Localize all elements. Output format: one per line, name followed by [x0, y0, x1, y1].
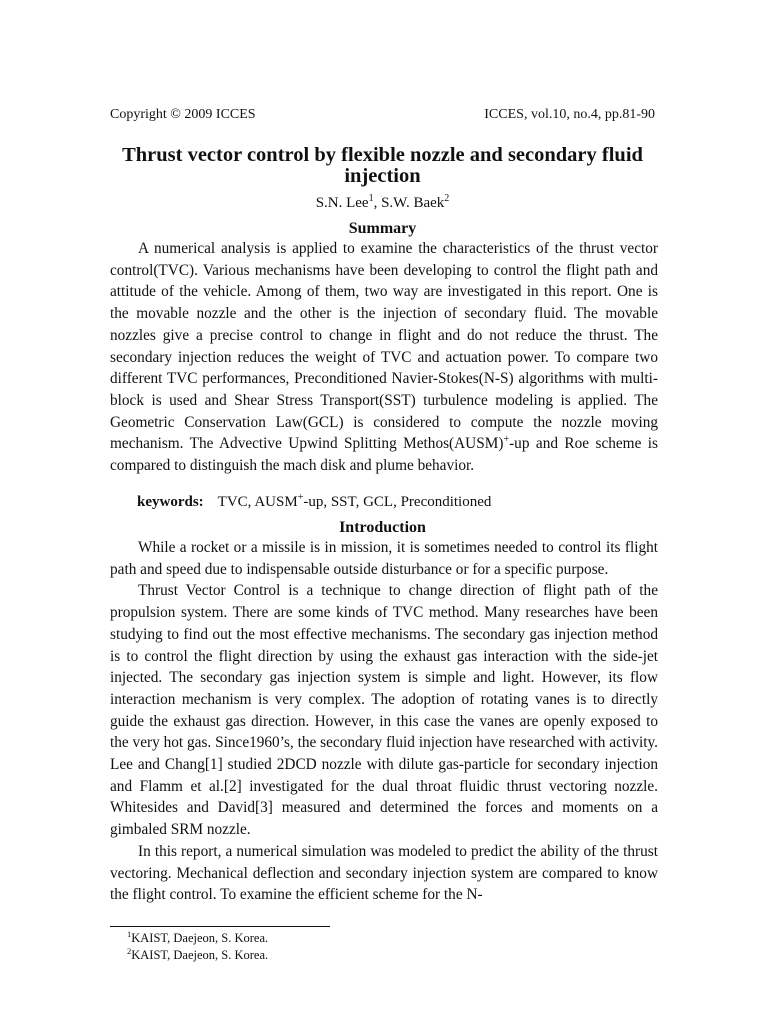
introduction-paragraph-2: Thrust Vector Control is a technique to change direction of flight path of the propulsion system. There are some kinds of TVC method. Many researches have been studying to find out the most effective mechanisms. The secondary gas injection method is to control the flight direction by using the exhaust gas interaction with the side-jet injected. The secondary gas injection system is simple and light. However, its flow interaction mechanism is very complex. The adoption of rotating vanes is to directly guide the exhaust gas direction. However, in this case the vanes are openly exposed to the very hot gas. Since1960’s, the secondary fluid injection have researched with activity. Lee and Chang[1] studied 2DCD nozzle with dilute gas-particle for secondary injection and Flamm et al.[2] investigated for the dual throat fluidic thrust vectoring nozzle. Whitesides and David[3] measured and determined the forces and moments on a gimbaled SRM nozzle. [110, 582, 658, 839]
introduction-heading: Introduction [339, 519, 426, 536]
copyright-notice: Copyright © 2009 ICCES [110, 107, 256, 122]
introduction-body [110, 537, 658, 906]
summary-paragraph [110, 238, 658, 477]
author-2-affiliation-mark: 2 [444, 193, 450, 204]
author-separator: , [373, 195, 382, 211]
summary-body [110, 238, 658, 477]
footnotes [127, 930, 268, 964]
footnote-2 [127, 947, 268, 964]
summary-plus-superscript: + [503, 434, 510, 446]
author-list [110, 194, 655, 212]
author-1-name: S.N. Lee [315, 195, 369, 211]
footnote-2-mark: 2 [127, 945, 132, 956]
keywords-text-part-1: TVC, AUSM [217, 494, 298, 510]
keywords-plus-superscript: + [297, 492, 304, 503]
footnote-divider [110, 926, 330, 927]
journal-citation: ICCES, vol.10, no.4, pp.81-90 [484, 107, 655, 122]
footnote-1-mark: 1 [127, 928, 132, 939]
keywords-text-part-2: -up, SST, GCL, Preconditioned [303, 494, 492, 510]
summary-text-part-2: -up and Roe scheme is compared to distinguish the mach disk and plume behavior. [110, 435, 658, 475]
footnote-2-text: KAIST, Daejeon, S. Korea. [131, 948, 269, 962]
footnote-1 [127, 930, 268, 947]
keywords-label: keywords: [137, 494, 204, 510]
paper-title: Thrust vector control by flexible nozzle and secondary fluid injection [122, 144, 643, 187]
page-header [110, 106, 655, 124]
footnote-1-text: KAIST, Daejeon, S. Korea. [131, 931, 269, 945]
introduction-paragraph-3: In this report, a numerical simulation was modeled to predict the ability of the thrust vectoring. Mechanical deflection and secondary injection system are compared to know the flight control. To examine the efficient scheme for the N- [110, 842, 658, 904]
introduction-paragraph-1: While a rocket or a missile is in mission, it is sometimes needed to control its flight path and speed due to indispensable outside disturbance or for a specific purpose. [110, 539, 658, 578]
summary-heading: Summary [348, 220, 417, 237]
keywords-line [137, 492, 491, 512]
author-1-affiliation-mark: 1 [368, 193, 374, 204]
author-2-name: S.W. Baek [381, 195, 445, 211]
summary-text-part-1: A numerical analysis is applied to examine the characteristics of the thrust vector control(TVC). Various mechanisms have been developing to control the flight path and attitude of the vehicle. Among of them, two way are investigated in this report. One is the movable nozzle and the other is the injection of secondary fluid. The movable nozzles give a precise control to change in flight and do not reduce the thrust. The secondary injection reduces the weight of TVC and actuation power. To compare two different TVC performances, Preconditioned Navier-Stokes(N-S) algorithms with multi-block is used and Shear Stress Transport(SST) turbulence modeling is applied. The Geometric Conservation Law(GCL) is considered to compute the nozzle moving mechanism. The Advective Upwind Splitting Methos(AUSM) [110, 240, 658, 453]
